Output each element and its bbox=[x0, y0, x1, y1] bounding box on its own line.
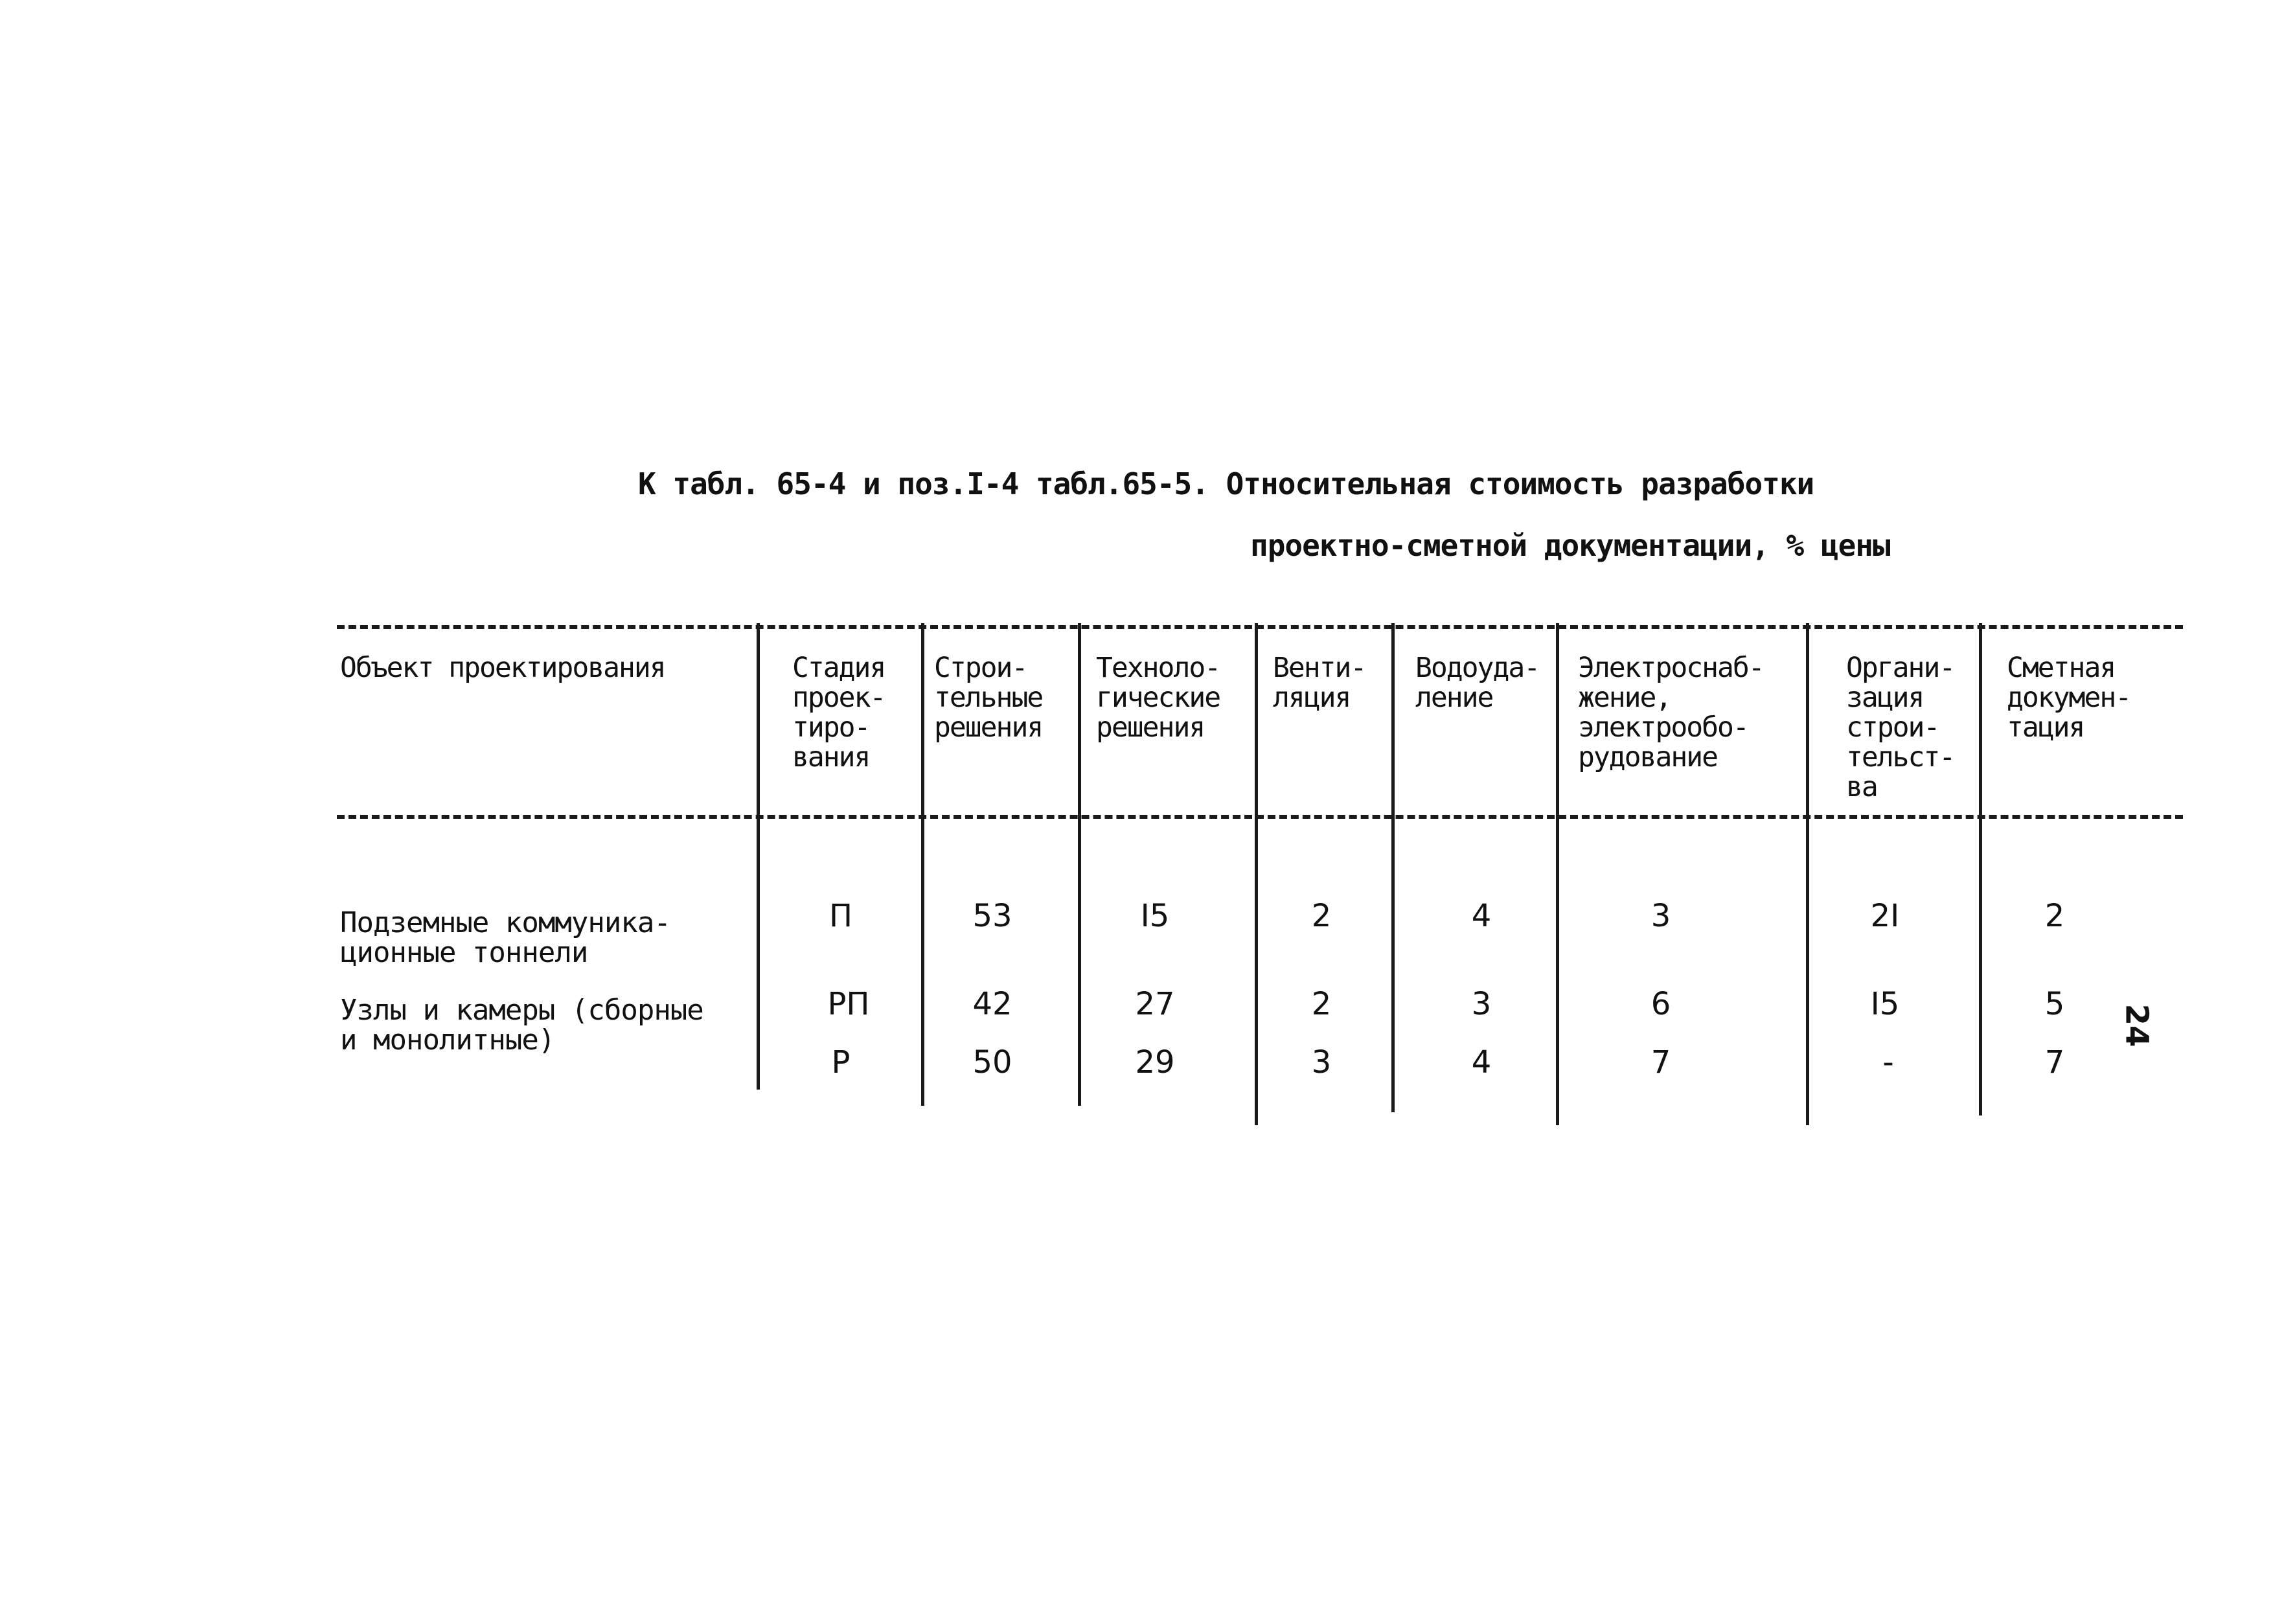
cell-technology-1: I5 bbox=[1140, 898, 1170, 934]
column-separator bbox=[1255, 623, 1258, 1125]
cell-drainage-1: 4 bbox=[1471, 898, 1492, 934]
row-object-2: Узлы и камеры (сборные и монолитные) bbox=[340, 994, 703, 1057]
column-separator bbox=[1556, 623, 1559, 1125]
cell-organization-2: I5 bbox=[1870, 986, 1900, 1022]
table-caption-line1: К табл. 65-4 и поз.I-4 табл.65-5. Относительная стоимость разработки bbox=[638, 466, 1814, 501]
cell-drainage-3: 4 bbox=[1471, 1044, 1492, 1081]
cell-technology-3: 29 bbox=[1135, 1044, 1175, 1081]
table-caption-line2: проектно-сметной документации, % цены bbox=[1250, 528, 1890, 563]
cell-construction-3: 50 bbox=[972, 1044, 1012, 1081]
header-ventilation: Венти- ляция bbox=[1273, 652, 1366, 714]
cell-drainage-2: 3 bbox=[1471, 986, 1492, 1022]
cell-ventilation-1: 2 bbox=[1311, 898, 1332, 934]
cell-electrical-1: 3 bbox=[1650, 898, 1671, 934]
cell-technology-2: 27 bbox=[1135, 986, 1175, 1022]
header-organization: Органи- зация строи- тельст- ва bbox=[1846, 652, 1955, 803]
cell-estimate-1: 2 bbox=[2044, 898, 2065, 934]
header-construction: Строи- тельные решения bbox=[934, 652, 1043, 744]
column-separator bbox=[1391, 623, 1395, 1112]
header-top-rule bbox=[337, 625, 2183, 629]
column-separator bbox=[921, 623, 924, 1106]
header-estimate: Сметная докумен- тация bbox=[2007, 652, 2131, 744]
cell-stage-2: РП bbox=[827, 986, 870, 1022]
header-drainage: Водоуда- ление bbox=[1415, 652, 1540, 714]
cell-construction-2: 42 bbox=[972, 986, 1012, 1022]
cell-ventilation-3: 3 bbox=[1311, 1044, 1332, 1081]
cell-electrical-2: 6 bbox=[1650, 986, 1671, 1022]
cell-stage-3: Р bbox=[831, 1044, 851, 1081]
column-separator bbox=[757, 623, 760, 1090]
cell-stage-1: П bbox=[828, 898, 853, 934]
cell-organization-1: 2I bbox=[1870, 898, 1900, 934]
column-separator bbox=[1979, 623, 1982, 1115]
header-object: Объект проектирования bbox=[340, 652, 665, 684]
column-separator bbox=[1806, 623, 1809, 1125]
header-stage: Стадия проек- тиро- вания bbox=[792, 652, 885, 773]
cell-estimate-3: 7 bbox=[2044, 1044, 2065, 1081]
cell-organization-3: - bbox=[1882, 1044, 1894, 1081]
header-technology: Техноло- гические решения bbox=[1096, 652, 1220, 744]
column-separator bbox=[1078, 623, 1081, 1106]
cell-estimate-2: 5 bbox=[2044, 986, 2065, 1022]
page-number: 24 bbox=[2118, 1003, 2155, 1047]
cell-ventilation-2: 2 bbox=[1311, 986, 1332, 1022]
cell-electrical-3: 7 bbox=[1650, 1044, 1671, 1081]
header-bottom-rule bbox=[337, 815, 2183, 819]
header-electrical: Электроснаб- жение, электрообо- рудование bbox=[1578, 652, 1764, 773]
row-object-1: Подземные коммуника- ционные тоннели bbox=[340, 906, 670, 969]
cell-construction-1: 53 bbox=[972, 898, 1012, 934]
